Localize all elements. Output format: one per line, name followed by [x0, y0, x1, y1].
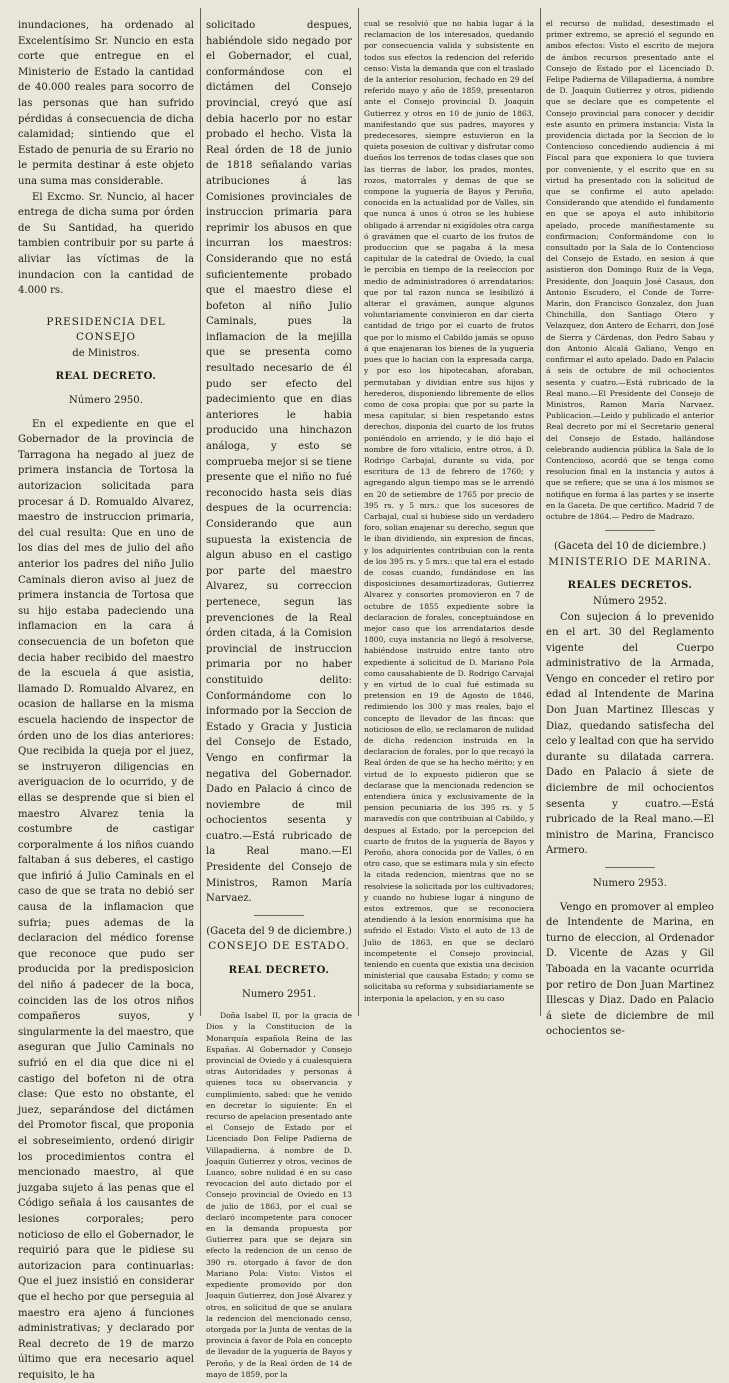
column-rule: [200, 8, 201, 1016]
paragraph: el recurso de nulidad, desestimado el primer extremo, se apreció el segundo en ambos efectos: Visto el escrito de mejora de ámbos recursos presentado ante el Consejo de Estado por el Licenciado D. Felipe Padierna de Villapadierna, á nombre de D. Joaquin Gutierrez y otros, pidiendo que se declare que es competente el Consejo provincial para conocer y decidir este asunto en primera instancia: Vista la providencia dictada por la Seccion de lo Contencioso concediendo audiencia á mi Fiscal para que exponiera lo que tuviera por conveniente, y el escrito que en su virtud ha presentado con la solicitud de que se confirme el auto apelado: Considerando que atendido el fundamento en que se apoya el auto inhibitorio apelado, procede manifiestamente su confirmacion; Conformándome con lo consultado por la Sala de lo Contencioso del Consejo de Estado, en sesion á que asistieron don Domingo Ruiz de la Vega, Presidente, don Joaquin José Casaus, don Antonio Escudero, el Conde de Torre-Marin, don Francisco Gonzalez, don Juan Chinchilla, don Santiago Otero y Velazquez, don Antero de Echarri, don José de Sierra y Cárdenas, don Pedro Sabau y don Antonio Alcalá Galiano, Vengo en confirmar el auto apelado. Dado en Palacio á seis de octubre de mil ochocientos sesenta y cuatro.—Está rubricado de la Real mano.—El Presidente del Consejo de Ministros, Ramon María Narvaez. Publicacion.—Leido y publicado el anterior Real decreto por mí el Secretario general del Consejo de Estado, hallándose celebrando audiencia pública la Sala de lo Contencioso, acordó que se tenga como resolucion final en la instancia y autos á que se refiere; que se una á los mismos se notifique en forma á las partes y se inserte en la Gaceta. De que certifico. Madrid 7 de octubre de 1864.— Pedro de Madrazo.: [546, 19, 714, 521]
separator: [605, 530, 655, 531]
paragraph: cual se resolvió que no habia lugar á la reclamacion de los interesados, quedando por consecuencia valida y subsistente en todos sus efectos la redencion del referido censo: Vista la demanda que con el traslado de la anterior resolucion, fechado en 29 del referido mayo y año de 1859, presentaron ante el Consejo provincial D. Joaquin Gutierrez y otros en 10 de junio de 1863, manifestando que sus padres, mayores y predecesores, siempre estuvieron en la quieta posesion de cultivar y disfrutar como dueños los terrenos de todas clases que son las tierras de labor, los prados, montes, rozos, matorrales y demas de que se compone la yuguería de Bayos y Peroño, conocida en la actualidad por de Valles, sin que nunca á unos ú otros se les hubiese obligado á arrendar ni exigídoles otra carga ó gravámen que el cuarto de los frutos de produccion que se pagaba á la mesa capitular de la catedral de Oviedo, la cual le percibia en tiempo de la reeleccion por medio de administradores ó arrendatarios: que por tal razon nunca se lesibilizó á alterar el gravámen, aunque algunos voluntariamente convinieron en dar cierta cantidad de trigo por el cuarto de frutos que por lo mismo el Cabildo jamás se opuso á que enajenaran los bienes de la yuguería pues que lo hacian con la expresada carga, y por eso los hipotecaban, aforaban, permutaban y dividian entre sus hijos y herederos, disponiendo libremente de ellos como de cosa propia: que por su parte la mesa capitular, si bien respetando estos derechos, disponia del cuarto de los frutos poniéndolo en arriendo, y le dió bajo el nombre de foro vitalicio, entre otros, á D. Rodrigo Carbajal, durante su vida, por escritura de 13 de febrero de 1760; y agregando algun tiempo mas se le arrendó en 20 de setiembre de 1765 por precio de 395 rs. y 5 mrs.: que los sucesores de Carbajal, cual si hubiese sido un verdadero foro, solian enajenar su derecho, segun que le iban dividiendo, sin expresion de fincas, y los adquirientes contribuian con la renta de los 395 rs. y 5 mrs.: que tal era el estado de cosas cuando, fundándose en las disposiciones desamortizadoras, Gutierrez Alvarez y consortes promovieron en 7 de octubre de 1855 expediente sobre la declaracion de forales, conceptuándose en mejor caso que los arrendatarios desde 1800, cuya instancia no llegó á resolverse, habiéndose instruido entre tanto otro expediente á solicitud de D. Mariano Pola como causahabiente de D. Rodrigo Carvajal y en virtud de lo cual fué estimada su pretension en 19 de Agosto de 1846, redimiendo los 300 y mas reales, bajo el concepto de llevador de las fincas: que noticiosos de ello, se reclamaron de nulidad de dicha redencion instruida en la declaracion de forales, por lo que recayó la Real órden de que se ha hecho mérito; y en virtud de lo expuesto pidieron que se declarase que la mencionada redencion se entendiera única y exclusivamente de la pension pecuniaria de los 395 rs. y 5 maravedís con que contribuian al Cabildo, y despues al Estado, por la percepcion del cuarto de frutos de la yuguería de Bayos y Peroño, ahora conocida por de Valles, ó en otro caso, que se estimara nula y sin efecto la citada redencion, mientras que no se resolviese la solicitada por los cultivadores; y cuando no hubiese lugar á ninguno de estos extremos, que se reconociera atendiendo á la lesion enormísima que ha sufrido el Estado: Visto el auto de 13 de Julio de 1863, en que se declaró incompetente el Consejo provincial, teniendo en cuenta que existia una decision ministerial que causaba Estado; y como se solicitaba su reforma y subsidiariamente se interponia la apelacion, y en su caso: [364, 19, 534, 1003]
decree-number: Numero 2951.: [242, 988, 316, 1000]
paragraph: Vengo en promover al empleo de Intendente de Marina, en turno de eleccion, al Ordenador D. Vicente de Azas y Gil Taboada en la vacante ocurrida por retiro de Don Juan Martinez Illescas y Diaz. Dado en Palacio á siete de diciembre de mil ochocientos se-: [546, 901, 714, 1038]
decree-number: Numero 2953.: [593, 878, 667, 890]
decree-title: REAL DECRETO.: [55, 371, 157, 383]
column-4: [546, 18, 715, 1038]
paragraph: solicitado despues, habiéndole sido negado por el Gobernador, el cual, conformándose con el dictámen del Consejo provincial, creyó que así debia hacerlo por no estar probado el hecho. Vista la Real órden de 18 de junio de 1818 señalando varias atribuciones á las Comisiones provinciales de instruccion primaria para reprimir los abusos en que incurran los maestros: Considerando que no está suficientemente probado que el maestro diese el bofeton al niño Julio Caminals, pues la inflamacion de la mejilla que se presenta como resultado necesario de él pudo ser efecto del padecimiento que en dias anteriores le habia producido una hinchazon análoga, y esto se comprueba mejor si se tiene presente que el niño no fué reconocido hasta seis dias despues de la ocurrencia: Considerando que aun supuesta la existencia de algun abuso en el castigo por parte del maestro Alvarez, su correccion pertenece, segun las prevenciones de la Real órden citada, á la Comision provincial de instruccion primaria por no haber constituido delito: Conformándome con lo informado por la Seccion de Estado y Gracia y Justicia del Consejo de Estado, Vengo en confirmar la negativa del Gobernador. Dado en Palacio á cinco de noviembre de mil ochocientos sesenta y cuatro.—Está rubricado de la Real mano.—El Presidente del Consejo de Ministros, Ramon María Narvaez.: [206, 20, 352, 905]
gazette-reference: (Gaceta del 9 de diciembre.): [206, 925, 352, 937]
decree-number: Número 2950.: [69, 395, 143, 407]
section-heading: MINISTERIO DE MARINA.: [548, 555, 712, 568]
column-rule: [358, 8, 359, 1016]
paragraph: Con sujecion á lo prevenido en el art. 30 del Reglamento vigente del Cuerpo administrativo de la Armada, Vengo en conceder el retiro por edad al Intendente de Marina Don Juan Martinez Illescas y Diaz, quedando satisfecha del celo y lealtad con que ha servido durante su dilatada carrera. Dado en Palacio á siete de diciembre de mil ochocientos sesenta y cuatro.—Está rubricado de la Real mano.—El ministro de Marina, Francisco Armero.: [546, 611, 715, 857]
section-subheading: de Ministros.: [72, 347, 140, 359]
section-heading: PRESIDENCIA DEL CONSEJO: [46, 315, 166, 344]
decree-number: Número 2952.: [593, 595, 667, 607]
column-1: [18, 18, 194, 1381]
paragraph: inundaciones, ha ordenado al Excelentísimo Sr. Nuncio en esta corte que entregue en el Ministerio de Estado la cantidad de 40.000 reales para socorro de las personas que han sufrido pérdidas á consecuencia de dicha calamidad; sintiendo que el Estado de penuria de su Erario no le permita destinar á este objeto una suma mas considerable.: [18, 20, 194, 187]
decree-title: REAL DECRETO.: [228, 965, 330, 977]
separator: [605, 867, 655, 868]
column-rule: [540, 8, 541, 1016]
paragraph: Doña Isabel II, por la gracia de Dios y la Constitucion de la Monarquía española Reina de las Españas. Al Gobernador y Consejo provincial de Oviedo y á cualesquiera otras Autoridades y personas á quienes toca su observancia y cumplimiento, sabed: que he venido en decretar lo siguiente: En el recurso de apelacion presentado ante el Consejo de Estado por el Licenciado Don Felipe Padierna de Villapadierna, á nombre de D. Joaquin Gutierrez y otros, vecinos de Luanco, sobre nulidad é en su caso revocacion del auto dictado por el Consejo provincial de Oviedo en 13 de julio de 1863, por el cual se declaró incompetente para conocer en la demanda propuesta por Gutierrez para que se dejara sin efecto la redencion de un censo de 390 rs. otorgado á favor de don Mariano Pola: Visto: Vistos el expediente promovido por don Joaquin Gutierrez, don José Alvarez y otros, en solicitud de que se anulara la redencion del mencionado censo, otorgada por la Junta de ventas de la provincia á favor de Pola en concepto de llevador de la yuguería de Bayos y Peroño, y de la Real órden de 14 de mayo de 1859, por la: [206, 1011, 352, 1379]
decree-title: REALES DECRETOS.: [567, 580, 693, 592]
paragraph: El Excmo. Sr. Nuncio, al hacer entrega de dicha suma por órden de Su Santidad, ha querido tambien contribuir por su parte á aliviar las víctimas de la inundacion con la cantidad de 4.000 rs.: [18, 191, 194, 297]
column-2: [206, 18, 352, 1379]
gazette-reference: (Gaceta del 10 de diciembre.): [553, 541, 707, 553]
section-heading: CONSEJO DE ESTADO.: [208, 940, 350, 953]
separator: [254, 915, 304, 916]
paragraph: En el expediente en que el Gobernador de la provincia de Tarragona ha negado al juez de primera instancia de Tortosa la autorizacion solicitada para procesar á D. Romualdo Alvarez, maestro de instruccion primaria, del cual resulta: Que en uno de los dias del mes de julio del año anterior los padres del niño Julio Caminals dieron aviso al juez de primera instancia de Tortosa que su hijo estaba padeciendo una inflamacion en la cara á consecuencia de un bofeton que decia haber recibido del maestro de la escuela á que asistia, llamado D. Romualdo Alvarez, en ocasion de hallarse en la misma escuela haciendo de inspector de órden uno de los dias anteriores: Que recibida la queja por el juez, se instruyeron diligencias en averiguacion de lo ocurrido, y de ellas se desprende que si bien el maestro Alvarez tenia la costumbre de castigar corporalmente á los niños cuando faltaban á sus deberes, el castigo que infirió á Julio Caminals en el caso de que se trata no debió ser causa de la inflamacion que sufria; pues ademas de la declaracion del médico forense que reconoce que pudo ser producida por la predisposicion del niño á padecer de la boca, coinciden las de los otros niños compañeros suyos, y singularmente la del maestro, que aseguran que Julio Caminals no sufrió en el dia que dice ni el castigo del bofeton ni de otra clase: Que esto no obstante, el juez, separándose del dictámen del Promotor fiscal, que proponia el sobreseimiento, ordenó dirigir los procedimientos contra el mencionado maestro, al que juzgaba sujeto á las penas que el Código señala á los causantes de lesiones corporales; pero noticioso de ello el Gobernador, le requirió para que le pidiese su autorizacion para continuarlas: Que el juez insistió en considerar que el hecho por que perseguia al maestro era ajeno á funciones administrativas; y declarado por Real decreto de 19 de marzo último que era necesario aquel requisito, le ha: [18, 418, 194, 1381]
column-3: [364, 18, 534, 1018]
